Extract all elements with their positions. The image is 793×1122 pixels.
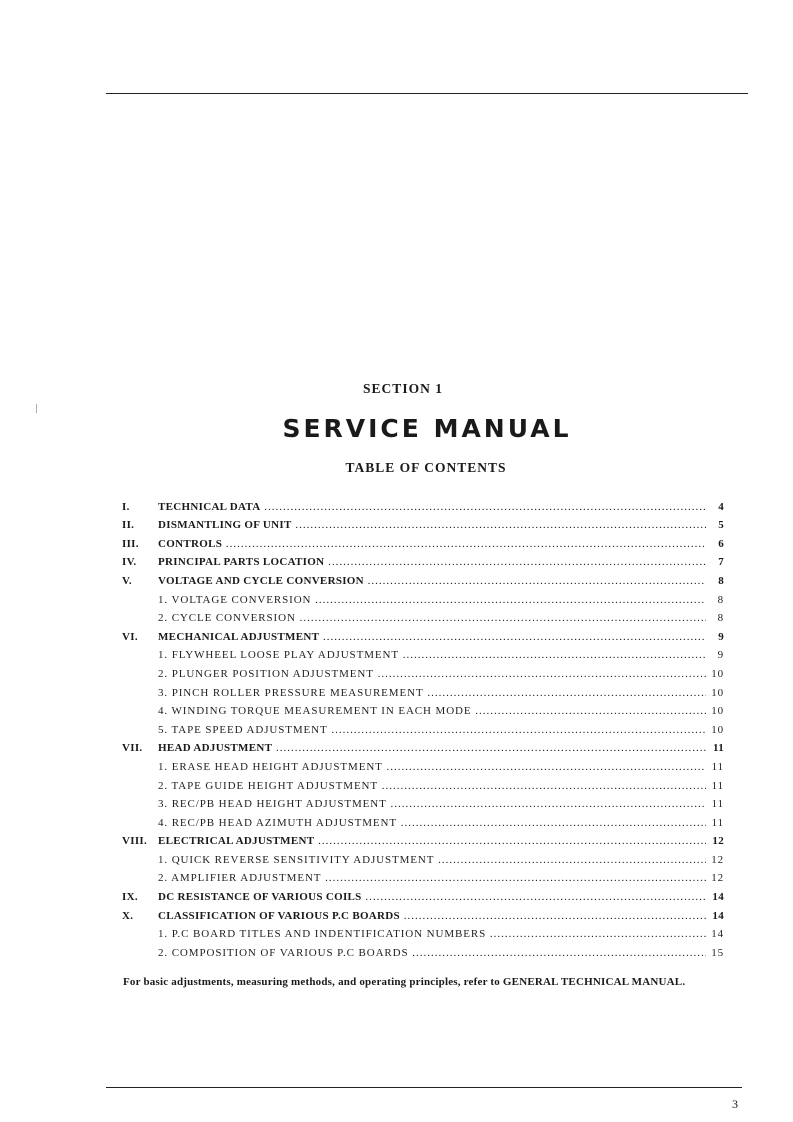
toc-subsection-row [122,608,724,627]
toc-page-number: 14 [706,891,724,903]
toc-title: DISMANTLING OF UNIT ..... [158,519,706,531]
bottom-rule [106,1087,742,1088]
toc-section-row [122,738,724,757]
toc-subsection-row [122,794,724,813]
toc-title: 3. REC/PB HEAD HEIGHT ADJUSTMENT ..... [158,798,706,810]
toc-subsection-row [122,942,724,961]
toc-page-number: 6 [706,538,724,550]
toc-title: CONTROLS ..... [158,538,706,550]
toc-title: DC RESISTANCE OF VARIOUS COILS ..... [158,891,706,903]
toc-number: VI. [122,630,138,643]
toc-page-number: 11 [706,817,724,829]
toc-title: 4. REC/PB HEAD AZIMUTH ADJUSTMENT ..... [158,817,706,829]
toc-section-row [122,552,724,571]
toc-page-number: 8 [706,575,724,587]
toc-subsection-row [122,849,724,868]
toc-title: 2. PLUNGER POSITION ADJUSTMENT ..... [158,668,706,680]
toc-page-number: 11 [706,742,724,754]
toc-title: MECHANICAL ADJUSTMENT ..... [158,631,706,643]
toc-number: IX. [122,891,138,904]
toc-subsection-row [122,682,724,701]
toc-page-number: 8 [706,612,724,624]
document-title: SERVICE MANUAL [282,414,572,443]
toc-title: 3. PINCH ROLLER PRESSURE MEASUREMENT ..... [158,687,706,699]
toc-title: 4. WINDING TORQUE MEASUREMENT IN EACH MODE ..... [158,705,706,717]
toc-page-number: 9 [706,631,724,643]
toc-page-number: 14 [706,910,724,922]
toc-subsection-row [122,589,724,608]
toc-subsection-row [122,775,724,794]
toc-title: 2. AMPLIFIER ADJUSTMENT ..... [158,872,706,884]
toc-title: 2. COMPOSITION OF VARIOUS P.C BOARDS ..... [158,947,706,959]
toc-title: VOLTAGE AND CYCLE CONVERSION ..... [158,575,706,587]
toc-subsection-row [122,868,724,887]
toc-title: CLASSIFICATION OF VARIOUS P.C BOARDS ..... [158,910,706,922]
toc-page-number: 8 [706,594,724,606]
toc-section-row [122,626,724,645]
toc-title: 1. QUICK REVERSE SENSITIVITY ADJUSTMENT ..... [158,854,706,866]
toc-section-row [122,905,724,924]
toc-subsection-row [122,812,724,831]
footnote: For basic adjustments, measuring methods, and operating principles, refer to GENERAL TECHNICAL MANUAL. [123,976,686,988]
toc-subsection-row [122,645,724,664]
toc-section-row [122,533,724,552]
toc-number: IV. [122,556,137,569]
toc-section-row [122,831,724,850]
toc-title: TECHNICAL DATA ..... [158,501,706,513]
toc-title: 5. TAPE SPEED ADJUSTMENT ..... [158,724,706,736]
toc-number: VIII. [122,835,148,848]
toc-number: V. [122,574,132,587]
toc-title: 2. CYCLE CONVERSION ..... [158,612,706,624]
toc-subsection-row [122,924,724,943]
toc-title: ELECTRICAL ADJUSTMENT ..... [158,835,706,847]
toc-page-number: 4 [706,501,724,513]
toc-title: 1. ERASE HEAD HEIGHT ADJUSTMENT ..... [158,761,706,773]
page-number: 3 [732,1097,738,1111]
toc-page-number: 14 [706,928,724,940]
toc-page-number: 7 [706,556,724,568]
section-label: SECTION 1 [363,381,443,396]
toc-number: I. [122,500,130,513]
toc-section-row [122,886,724,905]
toc-title: PRINCIPAL PARTS LOCATION ..... [158,556,706,568]
toc-title: 1. VOLTAGE CONVERSION ..... [158,594,706,606]
toc-number: II. [122,519,135,532]
toc-subsection-row [122,719,724,738]
table-of-contents [122,496,724,961]
toc-subsection-row [122,756,724,775]
toc-page-number: 10 [706,687,724,699]
toc-heading: TABLE OF CONTENTS [345,460,507,475]
toc-page-number: 12 [706,854,724,866]
toc-page-number: 10 [706,724,724,736]
toc-page-number: 5 [706,519,724,531]
toc-number: X. [122,909,134,922]
toc-title: HEAD ADJUSTMENT ..... [158,742,706,754]
toc-page-number: 10 [706,705,724,717]
toc-number: VII. [122,742,143,755]
toc-page-number: 9 [706,649,724,661]
toc-section-row [122,570,724,589]
toc-page-number: 12 [706,872,724,884]
toc-page-number: 11 [706,780,724,792]
toc-section-row [122,496,724,515]
toc-subsection-row [122,701,724,720]
toc-title: 2. TAPE GUIDE HEIGHT ADJUSTMENT ..... [158,780,706,792]
toc-page-number: 11 [706,761,724,773]
toc-title: 1. P.C BOARD TITLES AND INDENTIFICATION NUMBERS ..... [158,928,706,940]
top-rule [106,93,748,94]
toc-page-number: 11 [706,798,724,810]
toc-number: III. [122,537,139,550]
toc-page-number: 15 [706,947,724,959]
toc-title: 1. FLYWHEEL LOOSE PLAY ADJUSTMENT ..... [158,649,706,661]
toc-section-row [122,515,724,534]
toc-page-number: 10 [706,668,724,680]
toc-subsection-row [122,663,724,682]
toc-page-number: 12 [706,835,724,847]
